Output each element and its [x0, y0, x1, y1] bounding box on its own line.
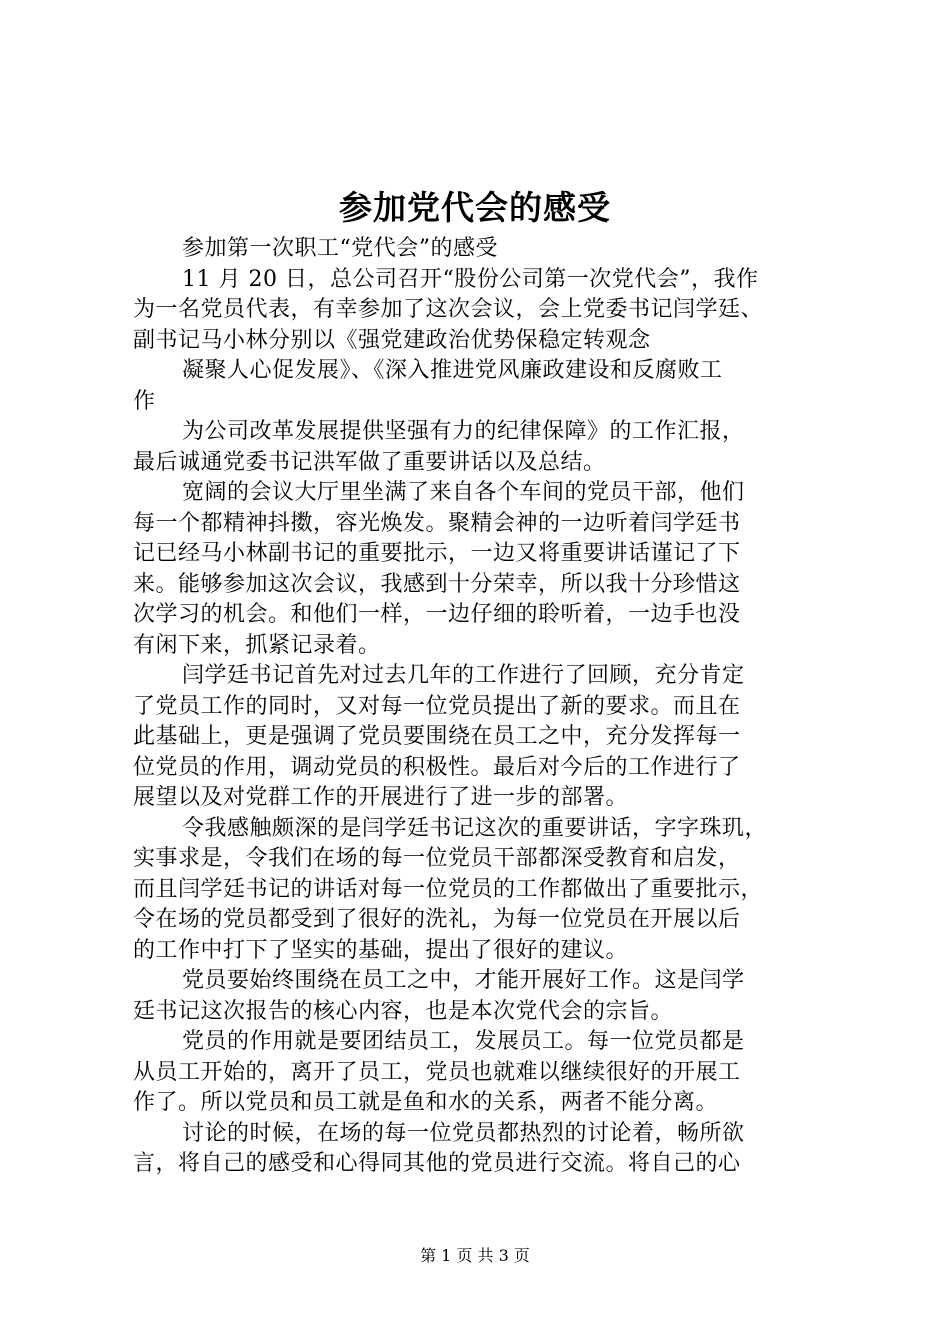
text-line: 作了。所以党员和员工就是鱼和水的关系，两者不能分离。 — [133, 1090, 719, 1115]
page-footer: 第 1 页 共 3 页 — [420, 1246, 530, 1265]
text-line: 来。能够参加这次会议，我感到十分荣幸，所以我十分珍惜这 — [133, 571, 741, 597]
text-line: 宽阔的会议大厅里坐满了来自各个车间的党员干部，他们 — [182, 480, 745, 505]
text-line: 的工作中打下了坚实的基础，提出了很好的建议。 — [133, 937, 629, 963]
text-line: 参加第一次职工“党代会”的感受 — [182, 236, 498, 261]
text-line: 展望以及对党群工作的开展进行了进一步的部署。 — [133, 785, 629, 810]
page-title: 参加党代会的感受 — [339, 188, 611, 227]
text-line: 每一个都精神抖擞，容光焕发。聚精会神的一边听着闫学廷书 — [133, 510, 741, 536]
text-line: 了党员工作的同时，又对每一位党员提出了新的要求。而且在 — [133, 693, 741, 719]
text-line: 廷书记这次报告的核心内容，也是本次党代会的宗旨。 — [133, 998, 674, 1024]
text-line: 此基础上，更是强调了党员要围绕在员工之中，充分发挥每一 — [133, 724, 741, 749]
text-line: 从员工开始的，离开了员工，党员也就难以继续很好的开展工 — [133, 1059, 741, 1085]
text-line: 11 月 20 日，总公司召开“股份公司第一次党代会”，我作 — [182, 266, 759, 292]
text-line: 言，将自己的感受和心得同其他的党员进行交流。将自己的心 — [133, 1151, 741, 1176]
text-line: 党员要始终围绕在员工之中，才能开展好工作。这是闫学 — [182, 968, 745, 993]
text-line: 凝聚人心促发展》、《深入推进党风廉政建设和反腐败工 — [182, 358, 723, 383]
text-line: 记已经马小林副书记的重要批示，一边又将重要讲话谨记了下 — [133, 541, 741, 566]
text-line: 为公司改革发展提供坚强有力的纪律保障》的工作汇报， — [182, 419, 745, 444]
text-line: 有闲下来，抓紧记录着。 — [133, 632, 381, 658]
text-line: 为一名党员代表，有幸参加了这次会议，会上党委书记闫学廷、 — [133, 297, 764, 322]
text-line: 讨论的时候，在场的每一位党员都热烈的讨论着，畅所欲 — [182, 1120, 745, 1146]
text-line: 闫学廷书记首先对过去几年的工作进行了回顾，充分肯定 — [182, 663, 745, 688]
text-line: 令在场的党员都受到了很好的洗礼，为每一位党员在开展以后 — [133, 907, 741, 932]
text-line: 最后诚通党委书记洪军做了重要讲话以及总结。 — [133, 449, 606, 475]
text-line: 而且闫学廷书记的讲话对每一位党员的工作都做出了重要批示， — [133, 876, 764, 902]
text-line: 令我感触颇深的是闫学廷书记这次的重要讲话，字字珠玑， — [182, 815, 768, 841]
text-line: 位党员的作用，调动党员的积极性。最后对今后的工作进行了 — [133, 754, 741, 780]
text-line: 党员的作用就是要团结员工，发展员工。每一位党员都是 — [182, 1029, 745, 1054]
text-line: 副书记马小林分别以《强党建政治优势保稳定转观念 — [133, 327, 651, 353]
text-line: 次学习的机会。和他们一样，一边仔细的聆听着，一边手也没 — [133, 602, 741, 627]
document-body — [133, 234, 833, 1180]
text-line: 实事求是，令我们在场的每一位党员干部都深受教育和启发， — [133, 846, 741, 871]
text-line: 作 — [133, 388, 156, 414]
